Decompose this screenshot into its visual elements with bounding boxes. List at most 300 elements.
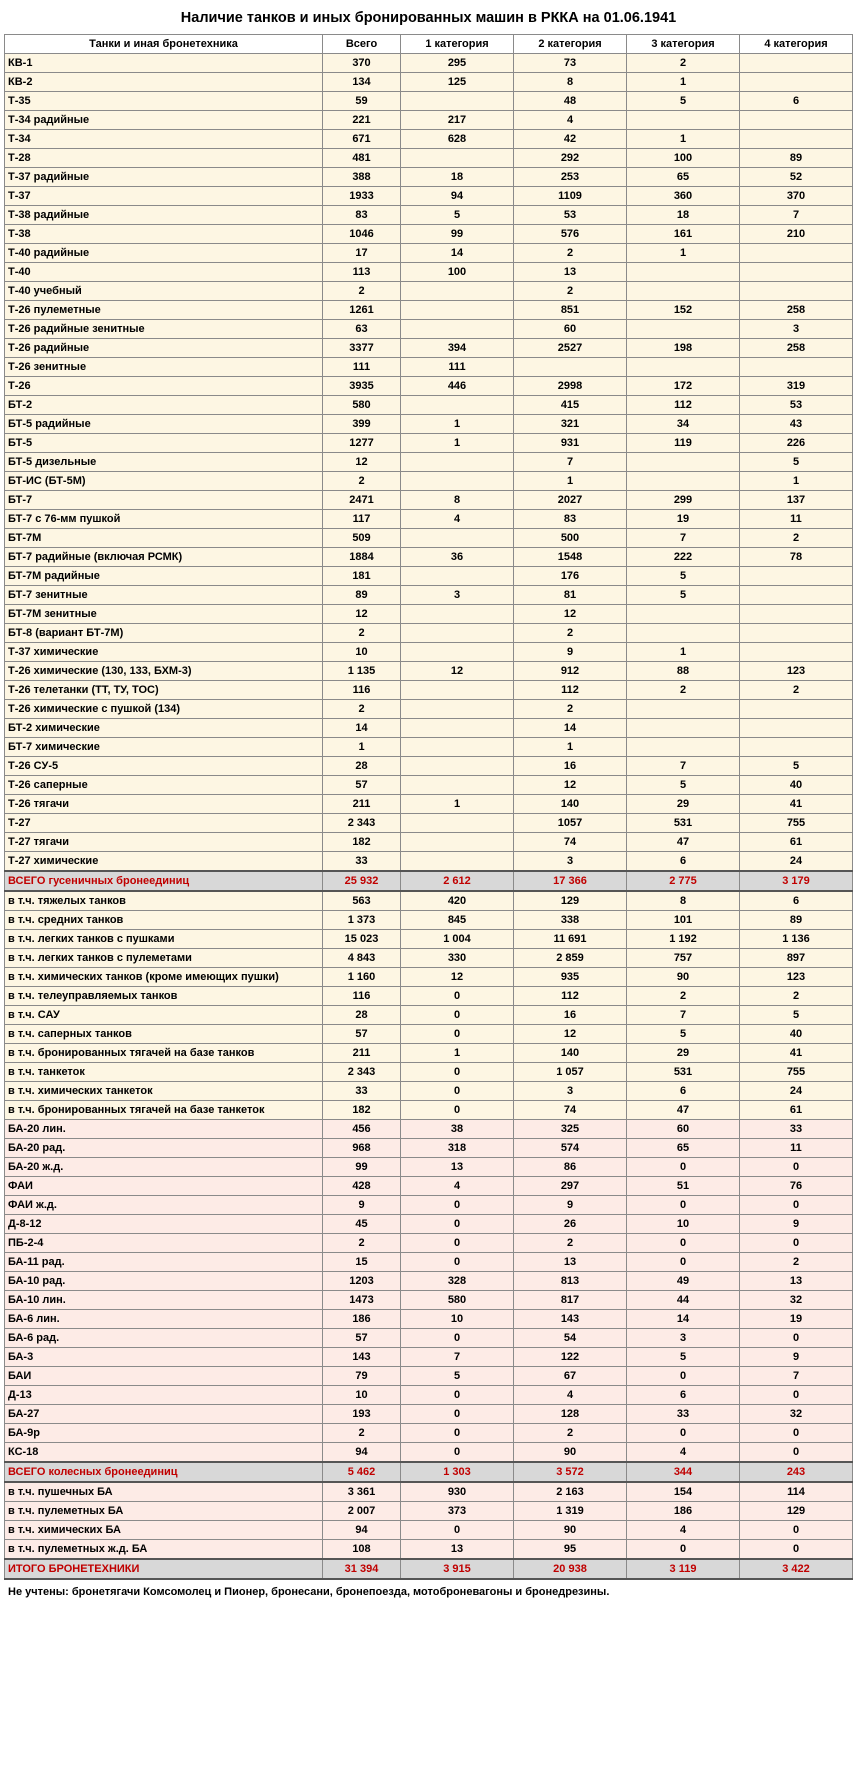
cell-value: 17 366: [514, 871, 627, 891]
cell-vehicle-name: ВСЕГО колесных бронеединиц: [5, 1462, 323, 1482]
cell-value: 2: [323, 472, 401, 491]
cell-value: 1261: [323, 301, 401, 320]
cell-value: 143: [514, 1310, 627, 1329]
table-row: [5, 282, 853, 301]
cell-value: 19: [740, 1310, 853, 1329]
table-row: [5, 358, 853, 377]
table-row: [5, 1272, 853, 1291]
cell-value: 0: [740, 1521, 853, 1540]
cell-value: 176: [514, 567, 627, 586]
cell-value: 119: [627, 434, 740, 453]
cell-vehicle-name: БТ-7 радийные (включая РСМК): [5, 548, 323, 567]
cell-value: 3 572: [514, 1462, 627, 1482]
cell-value: 33: [323, 852, 401, 872]
cell-value: 117: [323, 510, 401, 529]
cell-value: [627, 700, 740, 719]
cell-value: 0: [627, 1158, 740, 1177]
cell-value: [401, 738, 514, 757]
table-row: [5, 301, 853, 320]
cell-value: [401, 643, 514, 662]
cell-value: 1: [401, 1044, 514, 1063]
cell-value: [740, 700, 853, 719]
armor-inventory-table: [4, 34, 853, 1580]
cell-value: 83: [514, 510, 627, 529]
cell-vehicle-name: в т.ч. бронированных тягачей на базе танкеток: [5, 1101, 323, 1120]
cell-value: 112: [627, 396, 740, 415]
cell-value: 297: [514, 1177, 627, 1196]
cell-value: 7: [627, 757, 740, 776]
cell-value: 89: [323, 586, 401, 605]
cell-value: 12: [323, 605, 401, 624]
cell-value: 0: [401, 987, 514, 1006]
cell-value: 41: [740, 795, 853, 814]
cell-value: 0: [401, 1234, 514, 1253]
cell-value: 18: [627, 206, 740, 225]
cell-vehicle-name: Т-27: [5, 814, 323, 833]
cell-vehicle-name: Д-8-12: [5, 1215, 323, 1234]
cell-value: 116: [323, 987, 401, 1006]
cell-vehicle-name: БТ-7М зенитные: [5, 605, 323, 624]
cell-value: 7: [740, 206, 853, 225]
cell-value: 0: [627, 1540, 740, 1560]
cell-value: 360: [627, 187, 740, 206]
cell-value: 0: [740, 1386, 853, 1405]
cell-vehicle-name: Т-37 химические: [5, 643, 323, 662]
cell-value: 2 343: [323, 1063, 401, 1082]
cell-value: 757: [627, 949, 740, 968]
cell-value: 9: [740, 1348, 853, 1367]
cell-vehicle-name: БТ-5 радийные: [5, 415, 323, 434]
cell-value: [740, 263, 853, 282]
cell-value: 221: [323, 111, 401, 130]
cell-value: 428: [323, 1177, 401, 1196]
cell-value: 10: [323, 1386, 401, 1405]
cell-vehicle-name: в т.ч. тяжелых танков: [5, 891, 323, 911]
table-row: [5, 891, 853, 911]
cell-value: 89: [740, 911, 853, 930]
cell-value: 122: [514, 1348, 627, 1367]
cell-value: 5: [740, 1006, 853, 1025]
cell-value: 671: [323, 130, 401, 149]
table-row: [5, 795, 853, 814]
table-row: [5, 1329, 853, 1348]
table-row: [5, 567, 853, 586]
cell-vehicle-name: ФАИ ж.д.: [5, 1196, 323, 1215]
cell-value: [627, 358, 740, 377]
cell-value: [627, 263, 740, 282]
cell-vehicle-name: БТ-7М радийные: [5, 567, 323, 586]
cell-value: 2471: [323, 491, 401, 510]
cell-value: 25 932: [323, 871, 401, 891]
table-row: [5, 586, 853, 605]
cell-value: [740, 624, 853, 643]
cell-value: 1203: [323, 1272, 401, 1291]
cell-value: 325: [514, 1120, 627, 1139]
cell-value: 1 192: [627, 930, 740, 949]
cell-value: 3: [401, 586, 514, 605]
cell-value: 1 160: [323, 968, 401, 987]
cell-value: 1046: [323, 225, 401, 244]
table-row: [5, 1101, 853, 1120]
cell-value: 28: [323, 1006, 401, 1025]
table-row: [5, 1405, 853, 1424]
cell-vehicle-name: ВСЕГО гусеничных бронеединиц: [5, 871, 323, 891]
cell-value: 2: [514, 282, 627, 301]
table-row: [5, 700, 853, 719]
cell-value: 370: [740, 187, 853, 206]
cell-value: 0: [401, 1443, 514, 1463]
cell-value: 0: [627, 1367, 740, 1386]
cell-value: [740, 586, 853, 605]
cell-value: 193: [323, 1405, 401, 1424]
cell-vehicle-name: в т.ч. легких танков с пулеметами: [5, 949, 323, 968]
cell-value: 851: [514, 301, 627, 320]
cell-vehicle-name: Т-27 тягачи: [5, 833, 323, 852]
cell-value: 181: [323, 567, 401, 586]
cell-value: 161: [627, 225, 740, 244]
cell-value: 531: [627, 1063, 740, 1082]
cell-value: 0: [401, 1405, 514, 1424]
cell-value: [401, 472, 514, 491]
cell-value: 5: [740, 757, 853, 776]
table-row: [5, 1139, 853, 1158]
cell-vehicle-name: БА-10 лин.: [5, 1291, 323, 1310]
cell-value: [740, 358, 853, 377]
table-row: [5, 1521, 853, 1540]
table-row: [5, 1006, 853, 1025]
cell-vehicle-name: в т.ч. саперных танков: [5, 1025, 323, 1044]
cell-value: 47: [627, 1101, 740, 1120]
cell-value: 2: [514, 700, 627, 719]
cell-value: 60: [627, 1120, 740, 1139]
cell-vehicle-name: БА-6 лин.: [5, 1310, 323, 1329]
table-row: [5, 871, 853, 891]
cell-value: 24: [740, 852, 853, 872]
cell-value: 8: [627, 891, 740, 911]
cell-value: 15 023: [323, 930, 401, 949]
cell-value: 6: [740, 92, 853, 111]
cell-value: 912: [514, 662, 627, 681]
cell-value: [401, 149, 514, 168]
table-row: [5, 1215, 853, 1234]
table-row: [5, 1253, 853, 1272]
table-row: [5, 1063, 853, 1082]
cell-value: 931: [514, 434, 627, 453]
cell-value: 2: [323, 700, 401, 719]
cell-value: 399: [323, 415, 401, 434]
cell-value: 100: [401, 263, 514, 282]
cell-value: 373: [401, 1502, 514, 1521]
cell-value: 755: [740, 814, 853, 833]
cell-value: [401, 814, 514, 833]
cell-value: 319: [740, 377, 853, 396]
cell-value: 1548: [514, 548, 627, 567]
cell-value: 210: [740, 225, 853, 244]
cell-value: 1109: [514, 187, 627, 206]
cell-value: [627, 320, 740, 339]
cell-vehicle-name: БА-6 рад.: [5, 1329, 323, 1348]
cell-value: 456: [323, 1120, 401, 1139]
cell-value: 48: [514, 92, 627, 111]
cell-value: 3 179: [740, 871, 853, 891]
cell-value: [401, 700, 514, 719]
table-row: [5, 529, 853, 548]
cell-value: 1: [401, 434, 514, 453]
cell-value: 20 938: [514, 1559, 627, 1579]
cell-value: 4: [514, 111, 627, 130]
table-row: [5, 1196, 853, 1215]
cell-vehicle-name: в т.ч. химических танков (кроме имеющих пушки): [5, 968, 323, 987]
table-row: [5, 1424, 853, 1443]
cell-value: 500: [514, 529, 627, 548]
table-row: [5, 149, 853, 168]
cell-value: [627, 282, 740, 301]
cell-value: 5: [627, 92, 740, 111]
cell-value: 65: [627, 1139, 740, 1158]
cell-vehicle-name: БА-10 рад.: [5, 1272, 323, 1291]
cell-value: 5: [627, 586, 740, 605]
cell-vehicle-name: БТ-5: [5, 434, 323, 453]
cell-value: 321: [514, 415, 627, 434]
cell-value: 299: [627, 491, 740, 510]
cell-value: 182: [323, 833, 401, 852]
cell-value: 2: [323, 624, 401, 643]
cell-value: 3377: [323, 339, 401, 358]
cell-value: 574: [514, 1139, 627, 1158]
cell-vehicle-name: БТ-7 химические: [5, 738, 323, 757]
cell-value: 576: [514, 225, 627, 244]
cell-vehicle-name: БТ-7: [5, 491, 323, 510]
cell-value: [627, 453, 740, 472]
cell-value: 370: [323, 54, 401, 73]
cell-value: 5 462: [323, 1462, 401, 1482]
table-row: [5, 1462, 853, 1482]
table-body: [5, 54, 853, 1580]
cell-value: 12: [514, 1025, 627, 1044]
cell-value: [740, 73, 853, 92]
cell-value: 4: [627, 1443, 740, 1463]
cell-value: 34: [627, 415, 740, 434]
cell-value: 29: [627, 1044, 740, 1063]
table-row: [5, 968, 853, 987]
cell-vehicle-name: Т-26: [5, 377, 323, 396]
table-row: [5, 1177, 853, 1196]
table-row: [5, 1082, 853, 1101]
cell-value: 930: [401, 1482, 514, 1502]
cell-value: 95: [514, 1540, 627, 1560]
cell-value: 198: [627, 339, 740, 358]
cell-value: 2: [627, 987, 740, 1006]
cell-value: 112: [514, 987, 627, 1006]
cell-value: 2 775: [627, 871, 740, 891]
cell-value: 2: [514, 1234, 627, 1253]
cell-value: 9: [740, 1215, 853, 1234]
cell-value: 0: [401, 1082, 514, 1101]
cell-value: 243: [740, 1462, 853, 1482]
cell-vehicle-name: в т.ч. пушечных БА: [5, 1482, 323, 1502]
cell-value: 32: [740, 1291, 853, 1310]
cell-value: 817: [514, 1291, 627, 1310]
cell-value: 1: [740, 472, 853, 491]
cell-value: 83: [323, 206, 401, 225]
cell-value: 90: [514, 1521, 627, 1540]
cell-value: 394: [401, 339, 514, 358]
cell-value: 6: [627, 1386, 740, 1405]
cell-vehicle-name: в т.ч. телеуправляемых танков: [5, 987, 323, 1006]
cell-value: 59: [323, 92, 401, 111]
cell-value: 253: [514, 168, 627, 187]
cell-value: 67: [514, 1367, 627, 1386]
table-row: [5, 225, 853, 244]
cell-value: 2 343: [323, 814, 401, 833]
cell-value: 14: [323, 719, 401, 738]
cell-value: [740, 54, 853, 73]
cell-vehicle-name: в т.ч. бронированных тягачей на базе танков: [5, 1044, 323, 1063]
cell-vehicle-name: Т-37: [5, 187, 323, 206]
cell-value: 328: [401, 1272, 514, 1291]
cell-value: 0: [401, 1101, 514, 1120]
cell-value: [401, 757, 514, 776]
cell-value: 13: [514, 263, 627, 282]
cell-value: [401, 719, 514, 738]
cell-value: 61: [740, 833, 853, 852]
cell-vehicle-name: Т-26 радийные: [5, 339, 323, 358]
column-header-name: Танки и иная бронетехника: [5, 35, 323, 54]
cell-vehicle-name: БАИ: [5, 1367, 323, 1386]
cell-value: 2: [627, 54, 740, 73]
cell-vehicle-name: БА-27: [5, 1405, 323, 1424]
cell-value: 36: [401, 548, 514, 567]
cell-vehicle-name: БА-20 рад.: [5, 1139, 323, 1158]
cell-value: 2 163: [514, 1482, 627, 1502]
cell-value: 258: [740, 339, 853, 358]
table-row: [5, 1234, 853, 1253]
table-row: [5, 111, 853, 130]
cell-value: 295: [401, 54, 514, 73]
cell-value: 143: [323, 1348, 401, 1367]
cell-value: 86: [514, 1158, 627, 1177]
cell-value: 2527: [514, 339, 627, 358]
column-header-total: Всего: [323, 35, 401, 54]
cell-value: 18: [401, 168, 514, 187]
cell-value: 481: [323, 149, 401, 168]
cell-value: 0: [401, 1215, 514, 1234]
table-row: [5, 472, 853, 491]
table-row: [5, 130, 853, 149]
cell-value: 94: [323, 1521, 401, 1540]
cell-value: 13: [401, 1158, 514, 1177]
cell-value: [740, 130, 853, 149]
table-row: [5, 168, 853, 187]
cell-value: 0: [401, 1006, 514, 1025]
cell-value: 129: [740, 1502, 853, 1521]
cell-value: 5: [401, 1367, 514, 1386]
cell-value: 2027: [514, 491, 627, 510]
cell-value: 15: [323, 1253, 401, 1272]
cell-vehicle-name: в т.ч. САУ: [5, 1006, 323, 1025]
cell-value: 1 136: [740, 930, 853, 949]
cell-value: 94: [401, 187, 514, 206]
cell-value: 89: [740, 149, 853, 168]
cell-value: 1933: [323, 187, 401, 206]
cell-vehicle-name: БТ-5 дизельные: [5, 453, 323, 472]
table-row: [5, 453, 853, 472]
cell-value: 113: [323, 263, 401, 282]
cell-value: 217: [401, 111, 514, 130]
table-row: [5, 643, 853, 662]
cell-value: 100: [627, 149, 740, 168]
cell-value: [401, 453, 514, 472]
cell-value: 101: [627, 911, 740, 930]
cell-value: [627, 624, 740, 643]
cell-value: 11 691: [514, 930, 627, 949]
cell-vehicle-name: ИТОГО БРОНЕТЕХНИКИ: [5, 1559, 323, 1579]
cell-value: 2: [514, 1424, 627, 1443]
cell-vehicle-name: БА-3: [5, 1348, 323, 1367]
cell-value: 1 004: [401, 930, 514, 949]
cell-value: 26: [514, 1215, 627, 1234]
cell-value: 222: [627, 548, 740, 567]
cell-value: 330: [401, 949, 514, 968]
cell-value: 5: [401, 206, 514, 225]
cell-value: [401, 92, 514, 111]
cell-value: 44: [627, 1291, 740, 1310]
table-row: [5, 1367, 853, 1386]
cell-vehicle-name: в т.ч. химических БА: [5, 1521, 323, 1540]
cell-value: 1277: [323, 434, 401, 453]
cell-value: 2: [627, 681, 740, 700]
cell-value: 99: [323, 1158, 401, 1177]
cell-value: 0: [740, 1329, 853, 1348]
cell-value: 1: [401, 795, 514, 814]
cell-value: 2: [514, 244, 627, 263]
cell-value: 2998: [514, 377, 627, 396]
table-row: [5, 415, 853, 434]
cell-value: 128: [514, 1405, 627, 1424]
table-row: [5, 949, 853, 968]
cell-value: 1: [323, 738, 401, 757]
cell-value: 2: [514, 624, 627, 643]
cell-value: 0: [627, 1234, 740, 1253]
cell-value: [401, 624, 514, 643]
cell-value: 1 057: [514, 1063, 627, 1082]
cell-value: 0: [627, 1196, 740, 1215]
cell-value: 6: [627, 852, 740, 872]
cell-value: 10: [323, 643, 401, 662]
cell-value: 186: [323, 1310, 401, 1329]
cell-value: 16: [514, 1006, 627, 1025]
cell-value: 3: [740, 320, 853, 339]
cell-value: 1: [514, 738, 627, 757]
cell-value: 388: [323, 168, 401, 187]
cell-value: 0: [740, 1234, 853, 1253]
cell-value: [627, 719, 740, 738]
cell-value: 226: [740, 434, 853, 453]
cell-value: [740, 605, 853, 624]
cell-value: [740, 282, 853, 301]
table-row: [5, 1443, 853, 1463]
cell-value: 42: [514, 130, 627, 149]
cell-value: 137: [740, 491, 853, 510]
cell-value: 4: [514, 1386, 627, 1405]
cell-value: [627, 111, 740, 130]
cell-value: 2 007: [323, 1502, 401, 1521]
cell-value: 45: [323, 1215, 401, 1234]
cell-value: 1: [627, 244, 740, 263]
cell-value: 7: [627, 1006, 740, 1025]
cell-value: 14: [401, 244, 514, 263]
cell-value: [401, 320, 514, 339]
